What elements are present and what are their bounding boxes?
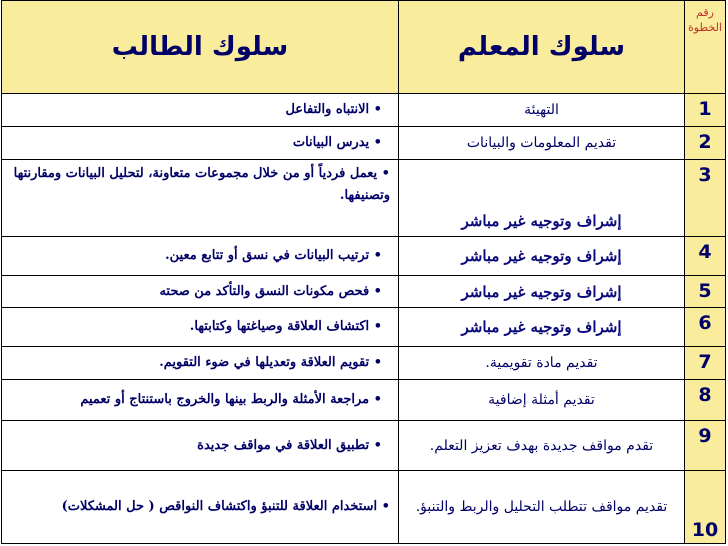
step-number: 6 bbox=[685, 307, 726, 346]
student-behavior-text: • الانتباه والتفاعل bbox=[285, 102, 382, 118]
step-number: 10 bbox=[685, 470, 726, 543]
table-row bbox=[2, 379, 726, 420]
teacher-behavior: تقدم مواقف جديدة بهدف تعزيز التعلم. bbox=[399, 421, 685, 471]
student-behavior-text: • ترتيب البيانات في نسق أو تتابع معين. bbox=[165, 248, 382, 264]
table-row bbox=[2, 237, 726, 276]
step-number: 7 bbox=[685, 347, 726, 380]
teacher-behavior: تقديم مادة تقويمية. bbox=[399, 347, 685, 380]
student-behavior: • استخدام العلاقة للتنبؤ واكتشاف النواقص ( حل المشكلات) bbox=[2, 470, 399, 543]
teacher-behavior: إشراف وتوجيه غير مباشر bbox=[399, 159, 685, 236]
step-number: 5 bbox=[685, 276, 726, 308]
student-behavior bbox=[2, 276, 399, 308]
table-row bbox=[2, 94, 726, 127]
teacher-behavior: إشراف وتوجيه غير مباشر bbox=[399, 276, 685, 308]
student-behavior: • يعمل فردياً أو من خلال مجموعات متعاونة، لتحليل البيانات ومقارنتها وتصنيفها. bbox=[2, 159, 399, 236]
table-row bbox=[2, 307, 726, 346]
teacher-behavior: إشراف وتوجيه غير مباشر bbox=[399, 307, 685, 346]
table-row bbox=[2, 421, 726, 471]
step-number: 9 bbox=[685, 421, 726, 471]
student-behavior bbox=[2, 421, 399, 471]
teacher-behavior: تقديم مواقف تتطلب التحليل والربط والتنبؤ. bbox=[399, 470, 685, 543]
student-behavior bbox=[2, 94, 399, 127]
student-behavior-text: • يدرس البيانات bbox=[292, 134, 382, 150]
student-behavior-text: • مراجعة الأمثلة والربط بينها والخروج باستنتاج أو تعميم bbox=[80, 392, 382, 408]
step-number: 2 bbox=[685, 126, 726, 159]
table-row bbox=[2, 470, 726, 543]
header-row bbox=[2, 1, 726, 94]
teacher-behavior: إشراف وتوجيه غير مباشر bbox=[399, 237, 685, 276]
student-behavior-text: • تقويم العلاقة وتعديلها في ضوء التقويم. bbox=[159, 355, 382, 370]
student-behavior bbox=[2, 379, 399, 420]
table-row bbox=[2, 347, 726, 380]
teacher-behavior: التهيئة bbox=[399, 94, 685, 127]
step-number-header: رقم الخطوة bbox=[685, 1, 726, 94]
step-number: 1 bbox=[685, 94, 726, 127]
step-number: 4 bbox=[685, 237, 726, 276]
step-number: 3 bbox=[685, 159, 726, 236]
teacher-behavior: تقديم المعلومات والبيانات bbox=[399, 126, 685, 159]
student-behavior bbox=[2, 237, 399, 276]
student-behavior-text: • تطبيق العلاقة في مواقف جديدة bbox=[197, 437, 382, 453]
student-behavior-header: سلوك الطالب bbox=[2, 1, 399, 94]
table-row bbox=[2, 159, 726, 236]
table-row bbox=[2, 276, 726, 308]
table-row bbox=[2, 126, 726, 159]
student-behavior bbox=[2, 347, 399, 380]
teacher-behavior: تقديم أمثلة إضافية bbox=[399, 379, 685, 420]
student-behavior-text: • اكتشاف العلاقة وصياغتها وكتابتها. bbox=[189, 319, 382, 335]
student-behavior-text: • فحص مكونات النسق والتأكد من صحته bbox=[159, 283, 382, 299]
student-behavior bbox=[2, 126, 399, 159]
student-behavior bbox=[2, 307, 399, 346]
steps-table bbox=[1, 0, 726, 544]
teacher-behavior-header: سلوك المعلم bbox=[399, 1, 685, 94]
step-number: 8 bbox=[685, 379, 726, 420]
